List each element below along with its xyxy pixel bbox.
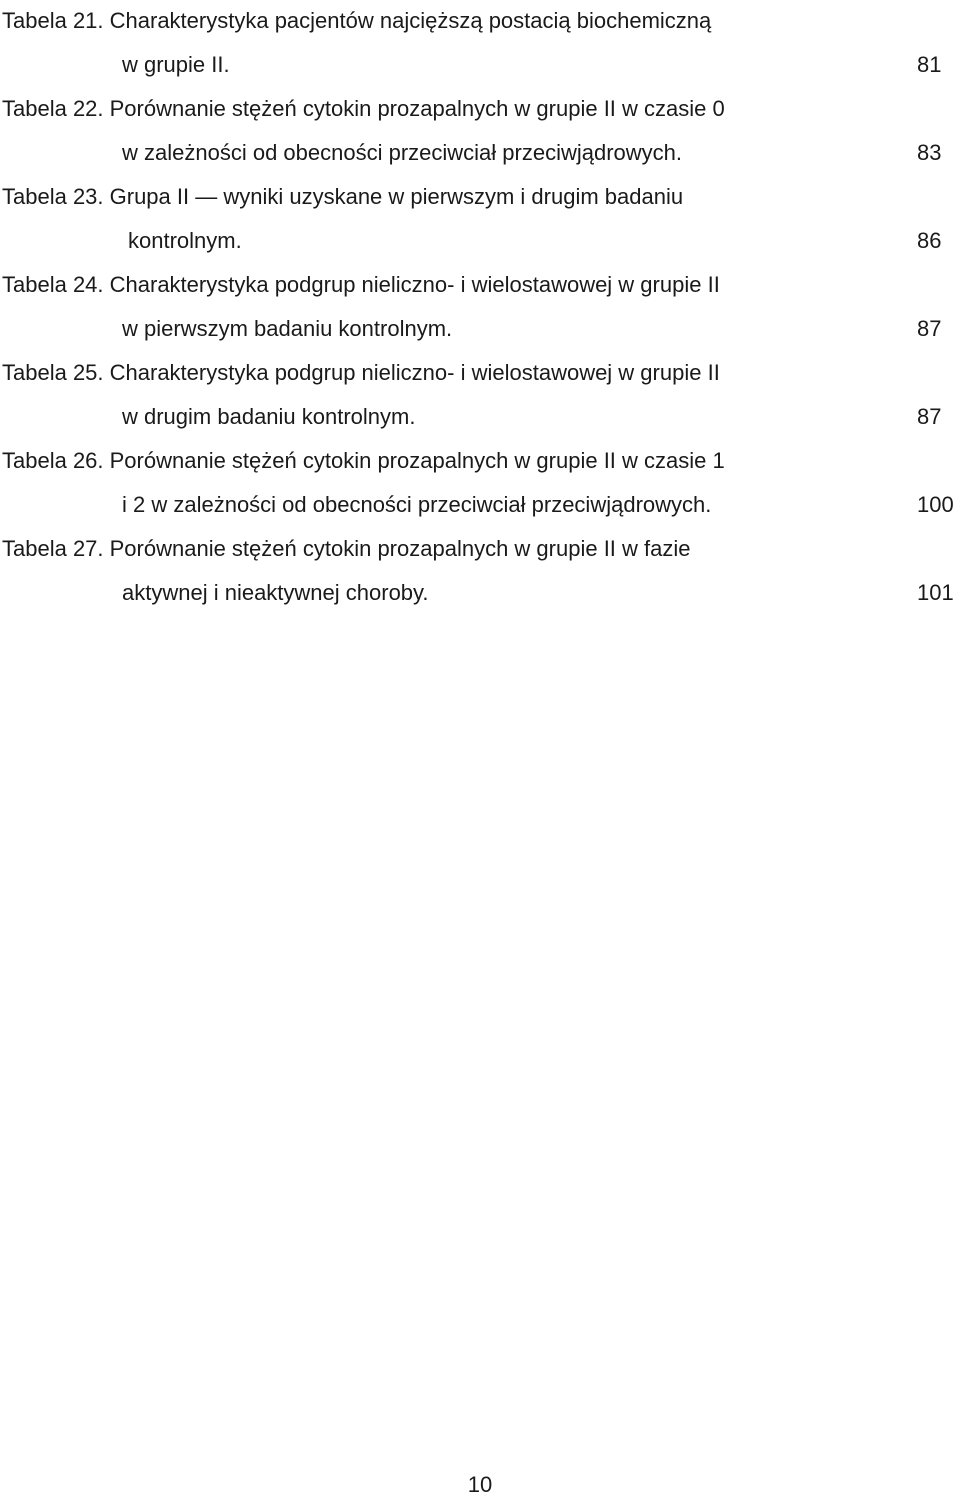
toc-entry-tabela-22: [0, 87, 960, 175]
toc-entry-page-number: 87: [917, 404, 942, 429]
toc-entry-page-number: 83: [917, 140, 942, 165]
toc-entry-title: Tabela 26. Porównanie stężeń cytokin prozapalnych w grupie II w czasie 1: [2, 448, 725, 473]
toc-entry-title-continued: w drugim badaniu kontrolnym.: [122, 404, 416, 429]
toc-entry-title-continued: w pierwszym badaniu kontrolnym.: [122, 316, 453, 341]
toc-entry-title-continued: kontrolnym.: [128, 228, 242, 253]
toc-entry-page-number: 87: [917, 316, 942, 341]
toc-entry-tabela-27: [0, 527, 960, 615]
toc-entry-title-continued: aktywnej i nieaktywnej choroby.: [122, 580, 429, 605]
toc-entry-tabela-25: [0, 351, 960, 439]
toc-entry-page-number: 100: [917, 492, 954, 517]
toc-entry-title-continued: w zależności od obecności przeciwciał przeciwjądrowych.: [122, 140, 683, 165]
toc-entry-tabela-24: [0, 263, 960, 351]
toc-entry-page-number: 101: [917, 580, 954, 605]
table-of-contents: [0, 0, 960, 615]
toc-entry-tabela-26: [0, 439, 960, 527]
toc-entry-page-number: 86: [917, 228, 942, 253]
toc-entry-title: Tabela 25. Charakterystyka podgrup nieliczno- i wielostawowej w grupie II: [2, 360, 720, 385]
toc-entry-title-continued: i 2 w zależności od obecności przeciwciał przeciwjądrowych.: [122, 492, 712, 517]
toc-entry-page-number: 81: [917, 52, 942, 77]
toc-entry-title: Tabela 24. Charakterystyka podgrup nieliczno- i wielostawowej w grupie II: [2, 272, 720, 297]
toc-entry-title: Tabela 27. Porównanie stężeń cytokin prozapalnych w grupie II w fazie: [2, 536, 691, 561]
toc-entry-title-continued: w grupie II.: [122, 52, 230, 77]
toc-entry-title: Tabela 21. Charakterystyka pacjentów najcięższą postacią biochemiczną: [2, 8, 712, 33]
page-number-footer: 10: [467, 1472, 493, 1497]
toc-entry-title: Tabela 22. Porównanie stężeń cytokin prozapalnych w grupie II w czasie 0: [2, 96, 725, 121]
toc-entry-title: Tabela 23. Grupa II — wyniki uzyskane w pierwszym i drugim badaniu: [2, 184, 684, 209]
toc-entry-tabela-21: [0, 0, 960, 87]
toc-entry-tabela-23: [0, 175, 960, 263]
